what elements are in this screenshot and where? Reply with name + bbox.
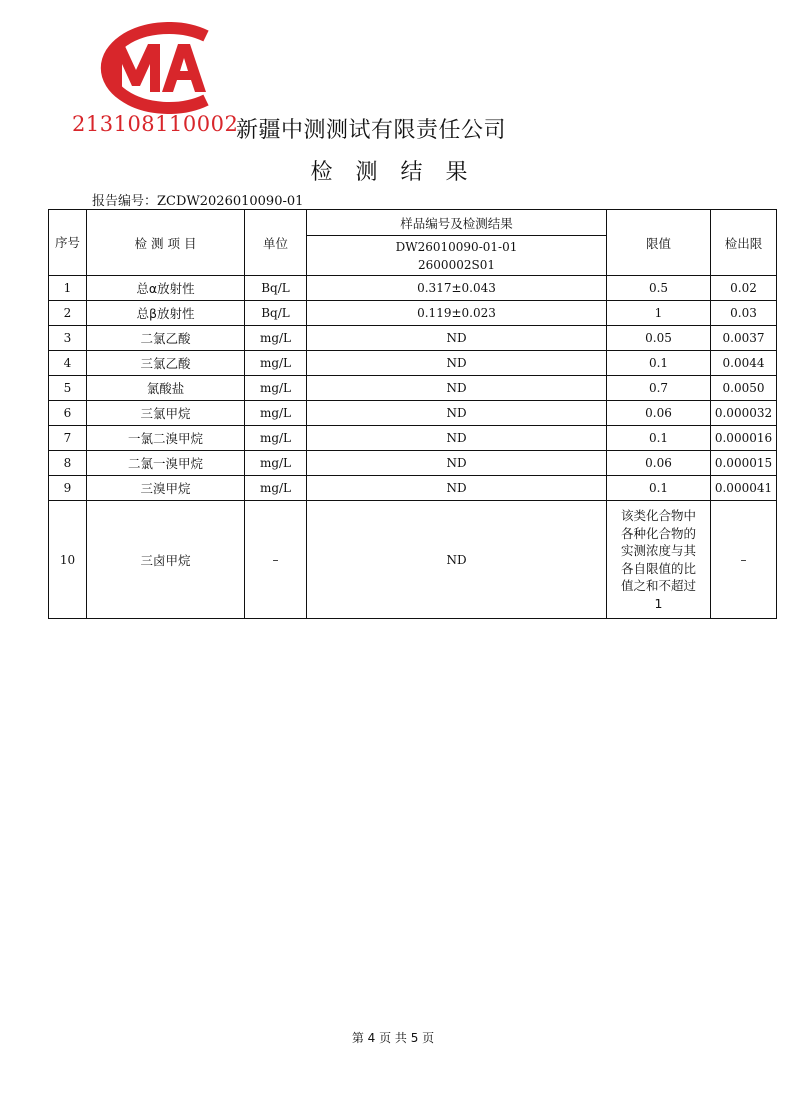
row-limit: 1	[607, 301, 711, 326]
header-limit: 限值	[607, 210, 711, 276]
row-result: ND	[307, 326, 607, 351]
limit-line: 实测浓度与其	[620, 543, 696, 558]
table-row	[49, 426, 777, 451]
row-limit: 0.1	[607, 426, 711, 451]
header-index: 序号	[49, 210, 87, 276]
row-item: 二氯乙酸	[87, 326, 245, 351]
row-detection-limit: –	[711, 501, 777, 619]
row-no: 9	[49, 476, 87, 501]
table-row-10	[49, 501, 777, 619]
row-limit: 0.06	[607, 401, 711, 426]
row-unit: mg/L	[245, 401, 307, 426]
row-unit: mg/L	[245, 376, 307, 401]
row-no: 10	[49, 501, 87, 619]
row-limit: 0.5	[607, 276, 711, 301]
row-result: ND	[307, 451, 607, 476]
limit-line: 该类化合物中	[620, 508, 696, 523]
row-detection-limit: 0.000016	[711, 426, 777, 451]
row-unit: Bq/L	[245, 276, 307, 301]
row-limit: 0.06	[607, 451, 711, 476]
row-item: 氯酸盐	[87, 376, 245, 401]
sample-id-line2: 2600002S01	[418, 257, 495, 272]
row-item: 三氯乙酸	[87, 351, 245, 376]
row-detection-limit: 0.0037	[711, 326, 777, 351]
row-no: 6	[49, 401, 87, 426]
row-item: 三溴甲烷	[87, 476, 245, 501]
row-result: ND	[307, 501, 607, 619]
page-footer: 第 4 页 共 5 页	[351, 1031, 435, 1045]
results-table	[48, 209, 777, 619]
limit-line: 值之和不超过	[620, 578, 696, 593]
row-item: 总α放射性	[87, 276, 245, 301]
row-detection-limit: 0.000015	[711, 451, 777, 476]
table-header-row	[49, 210, 777, 236]
row-no: 1	[49, 276, 87, 301]
limit-line: 各自限值的比	[620, 560, 696, 576]
header-sample-group: 样品编号及检测结果	[307, 210, 607, 236]
cert-number: 213108110002	[72, 112, 239, 136]
row-no: 5	[49, 376, 87, 401]
row-no: 4	[49, 351, 87, 376]
row-detection-limit: 0.000041	[711, 476, 777, 501]
table-row	[49, 476, 777, 501]
row-no: 2	[49, 301, 87, 326]
row-detection-limit: 0.0050	[711, 376, 777, 401]
table-row	[49, 401, 777, 426]
company-name: 新疆中测测试有限责任公司	[236, 118, 507, 143]
row-item: 三氯甲烷	[87, 401, 245, 426]
row-limit: 0.05	[607, 326, 711, 351]
row-unit: mg/L	[245, 451, 307, 476]
header-detection-limit: 检出限	[711, 210, 777, 276]
row-limit: 0.1	[607, 476, 711, 501]
table-row	[49, 376, 777, 401]
row-no: 3	[49, 326, 87, 351]
row-result: ND	[307, 376, 607, 401]
table-body	[49, 276, 777, 501]
row-unit: mg/L	[245, 326, 307, 351]
row-unit: mg/L	[245, 351, 307, 376]
row-detection-limit: 0.03	[711, 301, 777, 326]
row-result: 0.119±0.023	[307, 301, 607, 326]
row-result: ND	[307, 476, 607, 501]
row-unit: mg/L	[245, 426, 307, 451]
row-result: ND	[307, 401, 607, 426]
row-limit: 0.1	[607, 351, 711, 376]
row-item: 二氯一溴甲烷	[87, 451, 245, 476]
row-result: 0.317±0.043	[307, 276, 607, 301]
header-item: 检 测 项 目	[87, 210, 245, 276]
limit-line: 各种化合物的	[620, 525, 696, 541]
header-unit: 单位	[245, 210, 307, 276]
row-item: 一氯二溴甲烷	[87, 426, 245, 451]
table-row	[49, 276, 777, 301]
cma-logo	[78, 22, 226, 114]
row-unit: –	[245, 501, 307, 619]
row-result: ND	[307, 426, 607, 451]
row-no: 7	[49, 426, 87, 451]
table-row	[49, 326, 777, 351]
row-item: 三卤甲烷	[87, 501, 245, 619]
row-detection-limit: 0.02	[711, 276, 777, 301]
report-number: 报告编号：ZCDW2026010090-01	[92, 194, 304, 209]
row-no: 8	[49, 451, 87, 476]
header-sample-id	[307, 236, 607, 276]
row-item: 总β放射性	[87, 301, 245, 326]
limit-line: 1	[654, 595, 663, 611]
sample-id-line1: DW26010090-01-01	[395, 239, 518, 254]
table-row	[49, 351, 777, 376]
row-unit: Bq/L	[245, 301, 307, 326]
table-row	[49, 301, 777, 326]
page-title: 检 测 结 果	[310, 160, 476, 185]
row-result: ND	[307, 351, 607, 376]
table-row	[49, 451, 777, 476]
row-limit	[607, 501, 711, 619]
row-detection-limit: 0.0044	[711, 351, 777, 376]
row-limit: 0.7	[607, 376, 711, 401]
row-unit: mg/L	[245, 476, 307, 501]
row-detection-limit: 0.000032	[711, 401, 777, 426]
